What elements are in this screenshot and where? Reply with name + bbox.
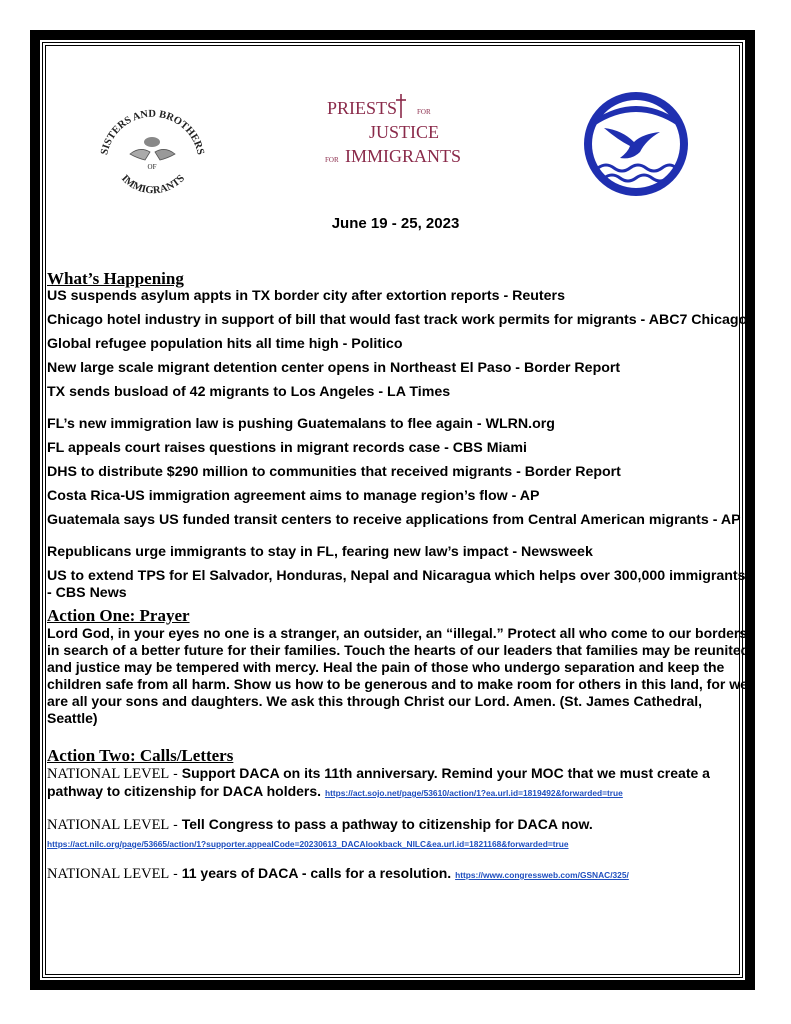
call-link[interactable]: https://www.congressweb.com/GSNAC/325/	[455, 870, 629, 880]
call-separator: -	[169, 816, 182, 832]
call-text: 11 years of DACA - calls for a resolution.	[181, 865, 452, 881]
news-item[interactable]: New large scale migrant detention center opens in Northeast El Paso - Border Report	[47, 360, 621, 376]
svg-text:OF: OF	[147, 163, 157, 171]
call-separator: -	[169, 765, 182, 781]
action-two-heading: Action Two: Calls/Letters	[47, 746, 234, 765]
whats-happening-heading: What’s Happening	[47, 269, 184, 288]
priests-for-justice-logo	[325, 94, 480, 174]
main-content	[47, 270, 752, 884]
svg-text:JUSTICE: JUSTICE	[369, 122, 440, 142]
svg-text:IMMIGRANTS: IMMIGRANTS	[119, 173, 187, 197]
date-range: June 19 - 25, 2023	[331, 215, 460, 232]
action-one-heading: Action One: Prayer	[47, 606, 190, 625]
sisters-and-brothers-logo	[95, 94, 210, 204]
news-item[interactable]: Global refugee population hits all time high - Politico	[47, 336, 403, 352]
news-item[interactable]: Guatemala says US funded transit centers to receive applications from Central American migrants - AP	[47, 512, 741, 528]
news-list	[47, 288, 752, 602]
call-link[interactable]: https://act.sojo.net/page/53610/action/1?ea.url.id=1819492&forwarded=true	[324, 788, 623, 798]
calls-list	[47, 765, 752, 884]
call-link[interactable]: https://act.nilc.org/page/53665/action/1?supporter.appealCode=20230613_DACAlookback_NILC&ea.url.id=1821168&forwarded=true	[47, 839, 569, 849]
svg-text:IMMIGRANTS: IMMIGRANTS	[345, 146, 462, 166]
svg-text:PRIESTS: PRIESTS	[327, 98, 398, 118]
news-item[interactable]: FL’s new immigration law is pushing Guatemalans to flee again - WLRN.org	[47, 416, 555, 432]
news-item[interactable]: TX sends busload of 42 migrants to Los Angeles - LA Times	[47, 384, 451, 400]
news-item[interactable]: Costa Rica-US immigration agreement aims to manage region’s flow - AP	[47, 488, 540, 504]
news-item[interactable]: DHS to distribute $290 million to communities that received migrants - Border Report	[47, 464, 621, 480]
news-item[interactable]: Republicans urge immigrants to stay in FL, fearing new law’s impact - Newsweek	[47, 544, 593, 560]
svg-text:FOR: FOR	[325, 156, 339, 164]
news-item[interactable]: US to extend TPS for El Salvador, Honduras, Nepal and Nicaragua which helps over 300,000 immigrants - CBS News	[47, 568, 746, 601]
call-item	[47, 816, 752, 853]
dove-logo	[582, 90, 690, 198]
call-text: Tell Congress to pass a pathway to citizenship for DACA now.	[181, 816, 593, 832]
call-level: NATIONAL LEVEL	[47, 866, 170, 882]
call-item	[47, 765, 752, 802]
svg-text:FOR: FOR	[417, 108, 431, 116]
prayer-text: Lord God, in your eyes no one is a stranger, an outsider, an “illegal.” Protect all who come to our borders in search of a better future for their families. Touch the hearts of our leaders that families may be reunited and justice may be tempered with mercy. Heal the pain of those who undergo separation and keep the children safe from all harm. Show us how to be generous and to make room for others in this land, for we are all your sons and daughters. We ask this through Christ our Lord. Amen. (St. James Cathedral, Seattle)	[47, 625, 750, 726]
call-level: NATIONAL LEVEL	[47, 766, 170, 782]
call-text: Support DACA on its 11th anniversary. Remind your MOC that we must create a pathway to citizenship for DACA holders.	[47, 765, 710, 799]
call-level: NATIONAL LEVEL	[47, 817, 170, 833]
news-item[interactable]: FL appeals court raises questions in migrant records case - CBS Miami	[47, 440, 527, 456]
call-separator: -	[169, 865, 182, 881]
logo-row	[0, 80, 791, 210]
call-item	[47, 865, 752, 884]
svg-text:SISTERS AND BROTHERS: SISTERS AND BROTHERS	[99, 108, 206, 156]
news-item[interactable]: US suspends asylum appts in TX border city after extortion reports - Reuters	[47, 288, 565, 304]
news-item[interactable]: Chicago hotel industry in support of bill that would fast track work permits for migrants - ABC7 Chicago	[47, 312, 748, 328]
